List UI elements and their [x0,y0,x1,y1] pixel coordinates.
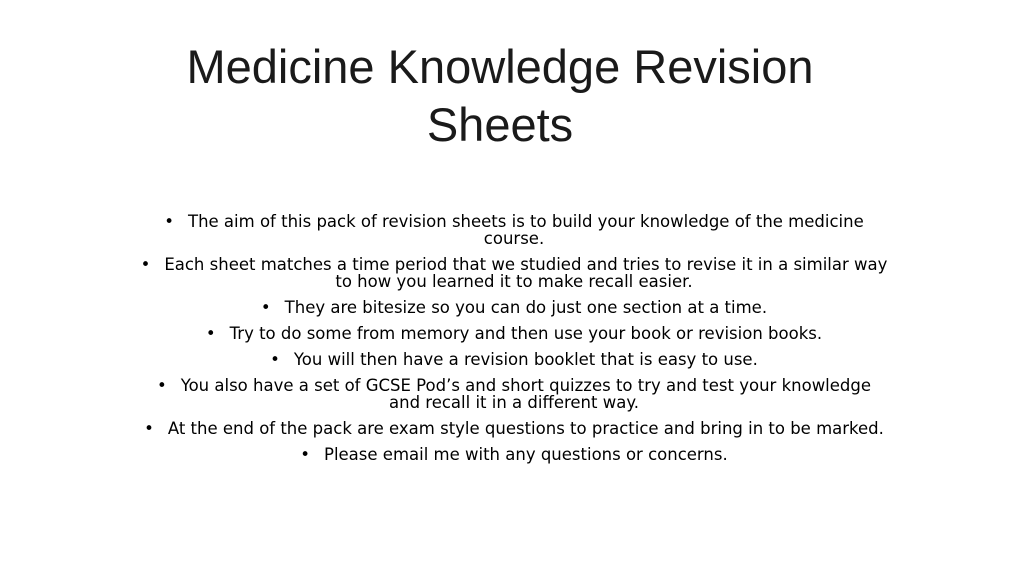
bullet-text: Try to do some from memory and then use your book or revision books. [229,324,823,343]
bullet-item-bitesize [140,299,888,316]
bullet-text: You also have a set of GCSE Pod’s and short quizzes to try and test your knowledge and recall it in a different way. [180,376,872,412]
bullet-item-email [140,446,888,463]
bullet-dot-icon: • [270,350,280,369]
bullet-dot-icon: • [260,298,271,317]
slide-title-line-2: Sheets [426,98,574,151]
bullet-item-booklet [140,351,888,368]
bullet-text: At the end of the pack are exam style questions to practice and bring in to be marked. [167,419,884,438]
bullet-dot-icon: • [156,376,167,395]
bullet-item-time-period [140,256,888,290]
bullet-item-gcse-pod [140,377,888,411]
bullet-dot-icon: • [144,419,154,438]
bullet-list [140,213,888,472]
bullet-dot-icon: • [164,212,174,231]
bullet-text: Each sheet matches a time period that we studied and tries to revise it in a similar way to how you learned it to make recall easier. [164,255,888,291]
bullet-text: You will then have a revision booklet that is easy to use. [293,350,758,369]
bullet-dot-icon: • [140,255,151,274]
slide-title-line-1: Medicine Knowledge Revision [186,40,814,93]
bullet-text: They are bitesize so you can do just one section at a time. [284,298,768,317]
bullet-item-memory [140,325,888,342]
bullet-text: Please email me with any questions or concerns. [324,445,728,464]
bullet-item-exam-questions [140,420,888,437]
bullet-item-aim [140,213,888,247]
bullet-dot-icon: • [205,324,216,343]
bullet-text: The aim of this pack of revision sheets is to build your knowledge of the medicine course. [188,212,864,248]
bullet-dot-icon: • [300,445,310,464]
slide-title [0,38,1000,154]
